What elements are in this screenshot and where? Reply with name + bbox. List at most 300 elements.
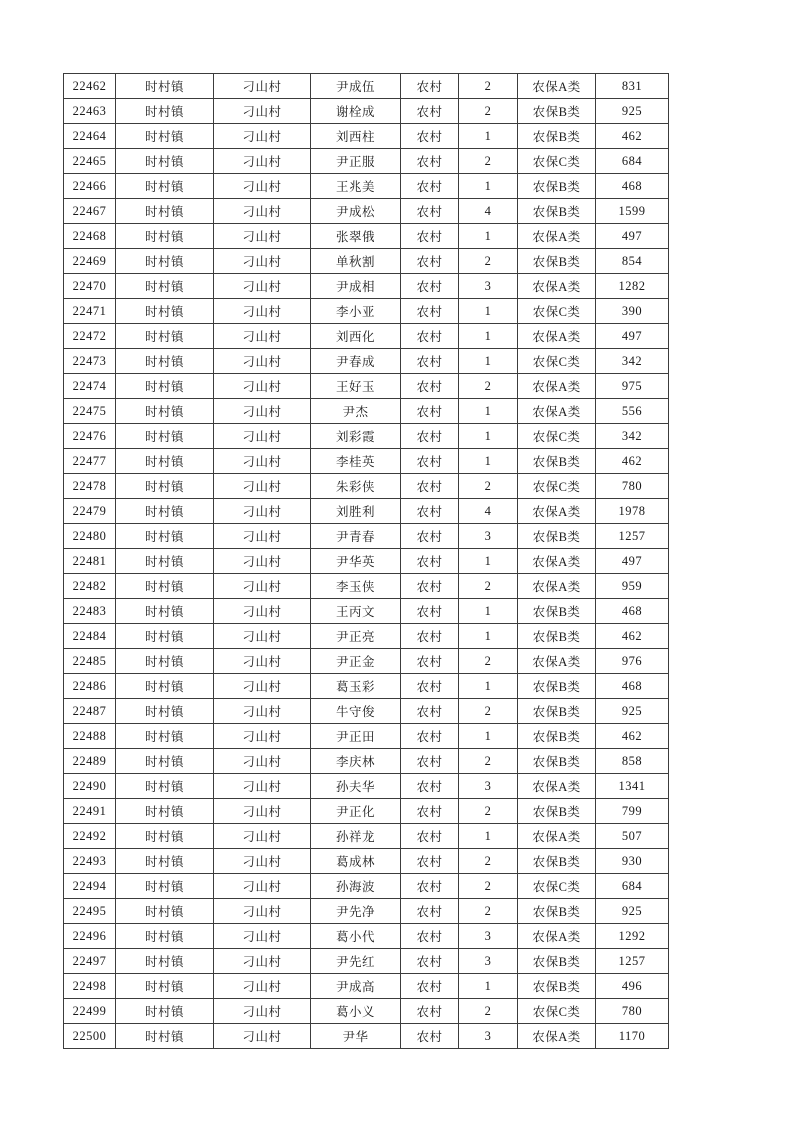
table-cell-id: 22487 — [64, 699, 116, 724]
table-row — [64, 774, 669, 799]
table-cell-town: 时村镇 — [116, 274, 214, 299]
table-cell-town: 时村镇 — [116, 499, 214, 524]
table-cell-category: 农保A类 — [518, 574, 596, 599]
table-cell-village: 刁山村 — [214, 424, 311, 449]
table-cell-count: 1 — [459, 224, 518, 249]
table-cell-type: 农村 — [401, 999, 459, 1024]
table-cell-id: 22488 — [64, 724, 116, 749]
table-cell-category: 农保B类 — [518, 974, 596, 999]
table-cell-count: 4 — [459, 499, 518, 524]
table-cell-type: 农村 — [401, 374, 459, 399]
table-cell-count: 2 — [459, 899, 518, 924]
table-cell-count: 3 — [459, 924, 518, 949]
table-cell-name: 葛成林 — [311, 849, 401, 874]
table-cell-type: 农村 — [401, 574, 459, 599]
table-cell-category: 农保C类 — [518, 149, 596, 174]
table-cell-name: 刘西化 — [311, 324, 401, 349]
table-cell-type: 农村 — [401, 124, 459, 149]
table-row — [64, 674, 669, 699]
table-cell-count: 3 — [459, 1024, 518, 1049]
table-cell-type: 农村 — [401, 74, 459, 99]
table-cell-category: 农保C类 — [518, 474, 596, 499]
table-cell-village: 刁山村 — [214, 824, 311, 849]
table-row — [64, 124, 669, 149]
table-cell-amount: 462 — [596, 724, 669, 749]
table-cell-count: 2 — [459, 249, 518, 274]
table-cell-amount: 1341 — [596, 774, 669, 799]
table-cell-category: 农保C类 — [518, 299, 596, 324]
table-cell-amount: 975 — [596, 374, 669, 399]
table-row — [64, 349, 669, 374]
table-cell-town: 时村镇 — [116, 949, 214, 974]
table-cell-category: 农保A类 — [518, 324, 596, 349]
table-cell-count: 3 — [459, 524, 518, 549]
table-cell-name: 朱彩侠 — [311, 474, 401, 499]
table-cell-count: 2 — [459, 749, 518, 774]
table-cell-amount: 1257 — [596, 524, 669, 549]
table-cell-name: 葛小代 — [311, 924, 401, 949]
table-cell-id: 22464 — [64, 124, 116, 149]
table-cell-type: 农村 — [401, 524, 459, 549]
table-cell-name: 李玉侠 — [311, 574, 401, 599]
table-cell-count: 1 — [459, 599, 518, 624]
table-cell-name: 王丙文 — [311, 599, 401, 624]
table-cell-id: 22483 — [64, 599, 116, 624]
table-row — [64, 199, 669, 224]
table-cell-id: 22490 — [64, 774, 116, 799]
table-row — [64, 999, 669, 1024]
table-cell-town: 时村镇 — [116, 549, 214, 574]
table-row — [64, 274, 669, 299]
table-cell-village: 刁山村 — [214, 549, 311, 574]
table-row — [64, 524, 669, 549]
table-cell-id: 22494 — [64, 874, 116, 899]
table-cell-town: 时村镇 — [116, 774, 214, 799]
table-row — [64, 699, 669, 724]
table-cell-name: 尹正金 — [311, 649, 401, 674]
table-cell-category: 农保A类 — [518, 74, 596, 99]
table-cell-count: 2 — [459, 874, 518, 899]
table-cell-amount: 496 — [596, 974, 669, 999]
table-cell-count: 1 — [459, 624, 518, 649]
table-cell-category: 农保B类 — [518, 174, 596, 199]
table-cell-village: 刁山村 — [214, 599, 311, 624]
table-cell-type: 农村 — [401, 274, 459, 299]
table-cell-amount: 831 — [596, 74, 669, 99]
table-row — [64, 174, 669, 199]
table-cell-amount: 462 — [596, 449, 669, 474]
table-cell-name: 张翠俄 — [311, 224, 401, 249]
table-cell-name: 刘胜利 — [311, 499, 401, 524]
table-cell-name: 尹成高 — [311, 974, 401, 999]
table-cell-count: 1 — [459, 174, 518, 199]
table-cell-id: 22469 — [64, 249, 116, 274]
table-cell-category: 农保A类 — [518, 1024, 596, 1049]
table-cell-amount: 497 — [596, 324, 669, 349]
table-cell-amount: 976 — [596, 649, 669, 674]
table-cell-category: 农保A类 — [518, 774, 596, 799]
table-row — [64, 749, 669, 774]
table-cell-category: 农保A类 — [518, 549, 596, 574]
table-cell-category: 农保B类 — [518, 199, 596, 224]
table-cell-category: 农保B类 — [518, 624, 596, 649]
table-cell-count: 1 — [459, 549, 518, 574]
table-cell-amount: 854 — [596, 249, 669, 274]
table-cell-village: 刁山村 — [214, 999, 311, 1024]
table-cell-amount: 799 — [596, 799, 669, 824]
table-cell-type: 农村 — [401, 224, 459, 249]
table-cell-amount: 684 — [596, 874, 669, 899]
table-cell-type: 农村 — [401, 399, 459, 424]
table-cell-id: 22470 — [64, 274, 116, 299]
table-cell-id: 22477 — [64, 449, 116, 474]
table-cell-count: 2 — [459, 149, 518, 174]
table-row — [64, 149, 669, 174]
table-cell-type: 农村 — [401, 724, 459, 749]
table-cell-type: 农村 — [401, 424, 459, 449]
table-cell-amount: 684 — [596, 149, 669, 174]
table-row — [64, 899, 669, 924]
table-cell-count: 2 — [459, 99, 518, 124]
table-cell-name: 单秋割 — [311, 249, 401, 274]
table-cell-amount: 930 — [596, 849, 669, 874]
table-cell-category: 农保B类 — [518, 249, 596, 274]
table-cell-name: 尹华英 — [311, 549, 401, 574]
table-row — [64, 849, 669, 874]
table-row — [64, 424, 669, 449]
table-row — [64, 599, 669, 624]
table-cell-town: 时村镇 — [116, 674, 214, 699]
table-cell-category: 农保A类 — [518, 649, 596, 674]
table-cell-name: 尹先红 — [311, 949, 401, 974]
table-cell-id: 22473 — [64, 349, 116, 374]
table-cell-village: 刁山村 — [214, 874, 311, 899]
table-cell-type: 农村 — [401, 1024, 459, 1049]
table-cell-village: 刁山村 — [214, 399, 311, 424]
table-cell-type: 农村 — [401, 499, 459, 524]
table-cell-count: 1 — [459, 449, 518, 474]
table-cell-type: 农村 — [401, 924, 459, 949]
table-cell-town: 时村镇 — [116, 399, 214, 424]
table-cell-id: 22499 — [64, 999, 116, 1024]
table-cell-category: 农保B类 — [518, 674, 596, 699]
table-row — [64, 549, 669, 574]
table-cell-name: 尹杰 — [311, 399, 401, 424]
table-cell-amount: 780 — [596, 999, 669, 1024]
table-cell-name: 尹春成 — [311, 349, 401, 374]
table-cell-village: 刁山村 — [214, 324, 311, 349]
table-cell-town: 时村镇 — [116, 599, 214, 624]
table-row — [64, 974, 669, 999]
table-cell-count: 1 — [459, 399, 518, 424]
table-row — [64, 574, 669, 599]
table-cell-category: 农保B类 — [518, 599, 596, 624]
table-cell-town: 时村镇 — [116, 424, 214, 449]
table-cell-amount: 390 — [596, 299, 669, 324]
table-cell-name: 李庆林 — [311, 749, 401, 774]
table-cell-town: 时村镇 — [116, 824, 214, 849]
table-cell-name: 孙夫华 — [311, 774, 401, 799]
table-cell-name: 谢栓成 — [311, 99, 401, 124]
table-cell-id: 22482 — [64, 574, 116, 599]
table-cell-name: 尹成伍 — [311, 74, 401, 99]
table-cell-type: 农村 — [401, 699, 459, 724]
table-cell-type: 农村 — [401, 799, 459, 824]
table-cell-type: 农村 — [401, 549, 459, 574]
table-cell-amount: 468 — [596, 174, 669, 199]
table-cell-village: 刁山村 — [214, 124, 311, 149]
table-cell-type: 农村 — [401, 249, 459, 274]
table-cell-name: 刘彩霞 — [311, 424, 401, 449]
table-cell-amount: 925 — [596, 899, 669, 924]
table-cell-id: 22468 — [64, 224, 116, 249]
table-cell-amount: 1282 — [596, 274, 669, 299]
table-cell-town: 时村镇 — [116, 574, 214, 599]
table-cell-type: 农村 — [401, 99, 459, 124]
table-cell-id: 22475 — [64, 399, 116, 424]
table-cell-category: 农保B类 — [518, 749, 596, 774]
table-cell-count: 1 — [459, 724, 518, 749]
table-row — [64, 724, 669, 749]
table-cell-id: 22467 — [64, 199, 116, 224]
table-cell-count: 2 — [459, 74, 518, 99]
table-cell-village: 刁山村 — [214, 749, 311, 774]
table-cell-type: 农村 — [401, 949, 459, 974]
table-cell-category: 农保A类 — [518, 924, 596, 949]
table-cell-town: 时村镇 — [116, 299, 214, 324]
table-cell-name: 尹青春 — [311, 524, 401, 549]
table-cell-amount: 342 — [596, 424, 669, 449]
table-cell-category: 农保A类 — [518, 499, 596, 524]
table-cell-town: 时村镇 — [116, 1024, 214, 1049]
table-cell-type: 农村 — [401, 749, 459, 774]
table-cell-count: 2 — [459, 474, 518, 499]
table-cell-category: 农保B类 — [518, 849, 596, 874]
table-cell-village: 刁山村 — [214, 924, 311, 949]
table-cell-amount: 925 — [596, 99, 669, 124]
table-cell-village: 刁山村 — [214, 849, 311, 874]
table-cell-town: 时村镇 — [116, 799, 214, 824]
table-cell-type: 农村 — [401, 874, 459, 899]
table-cell-town: 时村镇 — [116, 474, 214, 499]
table-cell-amount: 468 — [596, 599, 669, 624]
table-cell-amount: 462 — [596, 124, 669, 149]
table-cell-id: 22491 — [64, 799, 116, 824]
table-cell-town: 时村镇 — [116, 449, 214, 474]
table-cell-type: 农村 — [401, 174, 459, 199]
table-cell-type: 农村 — [401, 824, 459, 849]
table-cell-name: 尹正化 — [311, 799, 401, 824]
table-cell-village: 刁山村 — [214, 274, 311, 299]
table-cell-count: 1 — [459, 824, 518, 849]
table-cell-town: 时村镇 — [116, 174, 214, 199]
table-cell-name: 葛玉彩 — [311, 674, 401, 699]
table-cell-type: 农村 — [401, 474, 459, 499]
table-cell-town: 时村镇 — [116, 849, 214, 874]
table-cell-town: 时村镇 — [116, 324, 214, 349]
table-cell-village: 刁山村 — [214, 899, 311, 924]
table-row — [64, 74, 669, 99]
table-cell-count: 1 — [459, 324, 518, 349]
table-row — [64, 874, 669, 899]
table-cell-category: 农保B类 — [518, 724, 596, 749]
table-cell-count: 1 — [459, 349, 518, 374]
table-cell-count: 2 — [459, 574, 518, 599]
table-cell-id: 22465 — [64, 149, 116, 174]
table-cell-amount: 556 — [596, 399, 669, 424]
table-cell-type: 农村 — [401, 199, 459, 224]
table-cell-category: 农保B类 — [518, 949, 596, 974]
table-cell-village: 刁山村 — [214, 724, 311, 749]
table-cell-village: 刁山村 — [214, 649, 311, 674]
table-cell-count: 1 — [459, 124, 518, 149]
table-cell-village: 刁山村 — [214, 524, 311, 549]
table-cell-id: 22485 — [64, 649, 116, 674]
table-row — [64, 249, 669, 274]
table-cell-id: 22481 — [64, 549, 116, 574]
table-cell-id: 22471 — [64, 299, 116, 324]
table-cell-type: 农村 — [401, 649, 459, 674]
table-cell-town: 时村镇 — [116, 149, 214, 174]
table-cell-count: 2 — [459, 374, 518, 399]
table-cell-village: 刁山村 — [214, 174, 311, 199]
table-cell-count: 2 — [459, 849, 518, 874]
table-cell-town: 时村镇 — [116, 624, 214, 649]
table-cell-id: 22472 — [64, 324, 116, 349]
table-cell-village: 刁山村 — [214, 1024, 311, 1049]
table-cell-type: 农村 — [401, 324, 459, 349]
table-cell-amount: 497 — [596, 549, 669, 574]
table-cell-village: 刁山村 — [214, 774, 311, 799]
table-cell-town: 时村镇 — [116, 199, 214, 224]
table-cell-id: 22484 — [64, 624, 116, 649]
table-cell-village: 刁山村 — [214, 974, 311, 999]
table-cell-town: 时村镇 — [116, 374, 214, 399]
table-cell-name: 李小亚 — [311, 299, 401, 324]
table-cell-name: 王兆美 — [311, 174, 401, 199]
table-cell-town: 时村镇 — [116, 649, 214, 674]
table-cell-category: 农保B类 — [518, 799, 596, 824]
table-cell-count: 3 — [459, 949, 518, 974]
table-cell-amount: 959 — [596, 574, 669, 599]
table-cell-id: 22474 — [64, 374, 116, 399]
table-row — [64, 499, 669, 524]
table-cell-type: 农村 — [401, 899, 459, 924]
table-cell-category: 农保B类 — [518, 524, 596, 549]
table-cell-village: 刁山村 — [214, 349, 311, 374]
table-cell-village: 刁山村 — [214, 449, 311, 474]
table-cell-category: 农保A类 — [518, 824, 596, 849]
table-cell-id: 22492 — [64, 824, 116, 849]
table-row — [64, 449, 669, 474]
table-cell-type: 农村 — [401, 449, 459, 474]
table-cell-village: 刁山村 — [214, 374, 311, 399]
records-table-body — [64, 74, 669, 1049]
table-cell-name: 尹先净 — [311, 899, 401, 924]
table-cell-id: 22500 — [64, 1024, 116, 1049]
table-cell-id: 22489 — [64, 749, 116, 774]
table-cell-count: 2 — [459, 999, 518, 1024]
table-cell-id: 22463 — [64, 99, 116, 124]
table-cell-name: 孙祥龙 — [311, 824, 401, 849]
table-cell-category: 农保A类 — [518, 374, 596, 399]
table-cell-name: 葛小义 — [311, 999, 401, 1024]
table-cell-village: 刁山村 — [214, 299, 311, 324]
table-cell-village: 刁山村 — [214, 474, 311, 499]
table-cell-id: 22493 — [64, 849, 116, 874]
table-cell-type: 农村 — [401, 349, 459, 374]
table-cell-amount: 468 — [596, 674, 669, 699]
table-cell-town: 时村镇 — [116, 924, 214, 949]
table-cell-town: 时村镇 — [116, 974, 214, 999]
table-cell-count: 2 — [459, 799, 518, 824]
table-cell-name: 尹华 — [311, 1024, 401, 1049]
table-cell-amount: 1170 — [596, 1024, 669, 1049]
table-cell-village: 刁山村 — [214, 624, 311, 649]
table-cell-town: 时村镇 — [116, 749, 214, 774]
table-cell-village: 刁山村 — [214, 199, 311, 224]
table-cell-amount: 497 — [596, 224, 669, 249]
table-cell-village: 刁山村 — [214, 799, 311, 824]
table-cell-name: 李桂英 — [311, 449, 401, 474]
table-cell-count: 1 — [459, 674, 518, 699]
table-cell-id: 22498 — [64, 974, 116, 999]
table-cell-village: 刁山村 — [214, 574, 311, 599]
table-cell-id: 22462 — [64, 74, 116, 99]
table-cell-name: 孙海波 — [311, 874, 401, 899]
table-cell-category: 农保B类 — [518, 899, 596, 924]
table-cell-type: 农村 — [401, 674, 459, 699]
table-cell-town: 时村镇 — [116, 724, 214, 749]
table-cell-amount: 342 — [596, 349, 669, 374]
table-cell-category: 农保B类 — [518, 699, 596, 724]
table-cell-count: 3 — [459, 274, 518, 299]
table-cell-count: 2 — [459, 649, 518, 674]
table-cell-id: 22496 — [64, 924, 116, 949]
table-cell-count: 1 — [459, 424, 518, 449]
table-cell-village: 刁山村 — [214, 99, 311, 124]
table-cell-amount: 1257 — [596, 949, 669, 974]
table-cell-count: 1 — [459, 299, 518, 324]
table-cell-village: 刁山村 — [214, 699, 311, 724]
table-row — [64, 324, 669, 349]
table-cell-amount: 1599 — [596, 199, 669, 224]
table-cell-category: 农保A类 — [518, 399, 596, 424]
table-row — [64, 399, 669, 424]
table-cell-town: 时村镇 — [116, 874, 214, 899]
table-cell-category: 农保B类 — [518, 449, 596, 474]
table-cell-amount: 925 — [596, 699, 669, 724]
table-cell-village: 刁山村 — [214, 249, 311, 274]
table-cell-town: 时村镇 — [116, 999, 214, 1024]
table-cell-category: 农保B类 — [518, 124, 596, 149]
table-cell-amount: 780 — [596, 474, 669, 499]
table-cell-amount: 462 — [596, 624, 669, 649]
table-cell-category: 农保C类 — [518, 999, 596, 1024]
table-cell-category: 农保C类 — [518, 874, 596, 899]
table-cell-id: 22486 — [64, 674, 116, 699]
table-cell-id: 22495 — [64, 899, 116, 924]
table-row — [64, 224, 669, 249]
table-cell-id: 22497 — [64, 949, 116, 974]
table-row — [64, 374, 669, 399]
table-cell-amount: 1978 — [596, 499, 669, 524]
table-cell-type: 农村 — [401, 299, 459, 324]
table-cell-type: 农村 — [401, 149, 459, 174]
table-cell-category: 农保A类 — [518, 224, 596, 249]
table-cell-town: 时村镇 — [116, 74, 214, 99]
table-cell-amount: 858 — [596, 749, 669, 774]
